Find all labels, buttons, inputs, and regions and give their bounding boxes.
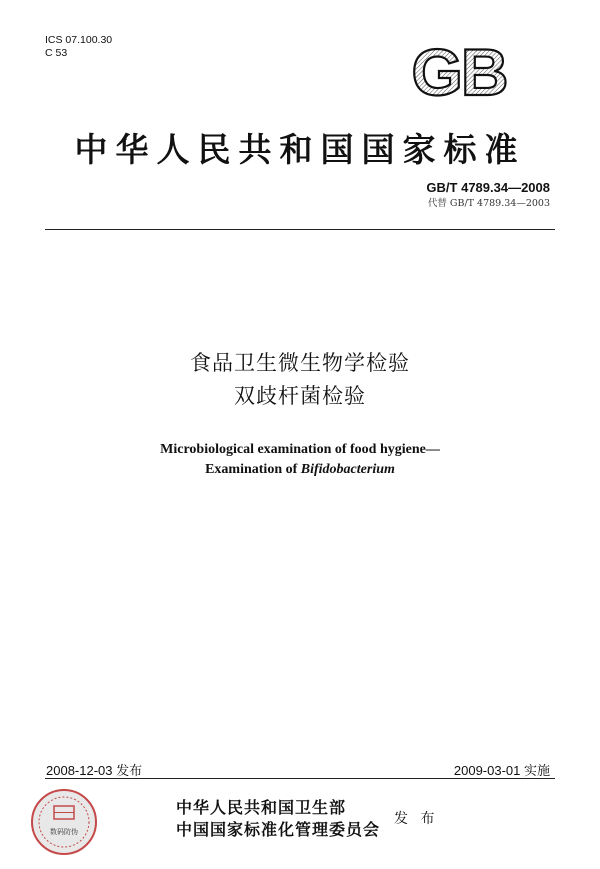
top-divider — [45, 229, 555, 230]
seal-text: 数码防伪 — [50, 828, 78, 836]
bottom-divider — [45, 778, 555, 779]
anti-counterfeit-seal-icon — [30, 788, 98, 856]
title-en-line1: Microbiological examination of food hygiene— — [160, 442, 440, 457]
gb-logo — [398, 40, 520, 104]
issuer-line1: 中华人民共和国卫生部 — [176, 798, 347, 817]
title-zh-line2: 双歧杆菌检验 — [234, 384, 366, 408]
standard-type-title: 中华人民共和国国家标准 — [74, 130, 526, 169]
ccs-code: C 53 — [45, 47, 68, 59]
publish-label: 发 布 — [394, 811, 439, 827]
issue-date: 2008-12-03 发布 — [46, 763, 143, 778]
title-en-line2 — [0, 462, 600, 478]
title-en-italic: Bifidobacterium — [300, 462, 395, 477]
replaces-standard: 代替 GB/T 4789.34—2003 — [427, 198, 550, 209]
gb-logo-text: GB — [411, 40, 507, 104]
standard-number: GB/T 4789.34—2008 — [426, 180, 550, 195]
ics-code: ICS 07.100.30 — [45, 34, 113, 46]
title-en-prefix: Examination of — [205, 462, 301, 477]
title-zh-line1: 食品卫生微生物学检验 — [190, 351, 410, 375]
issuer-line2: 中国国家标准化管理委员会 — [176, 820, 381, 839]
implement-date: 2009-03-01 实施 — [453, 763, 550, 778]
classification-codes — [45, 34, 112, 60]
